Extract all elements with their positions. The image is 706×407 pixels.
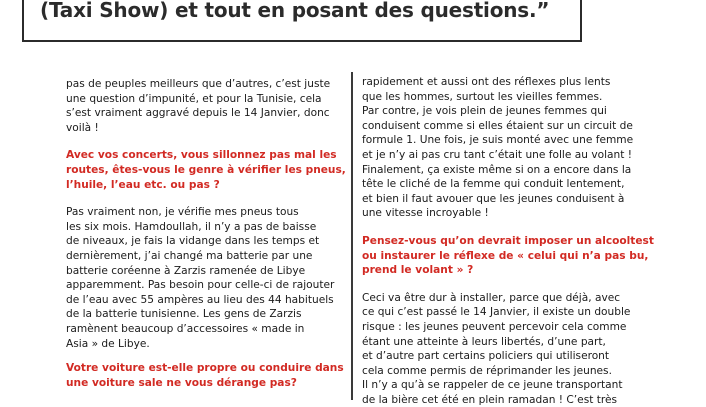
- question-line: routes, êtes-vous le genre à vérifier les pneus,: [66, 163, 346, 176]
- question-line: prend le volant » ?: [362, 264, 474, 277]
- text-line: batterie coréenne à Zarzis ramenée de Libye: [66, 264, 306, 277]
- text-line: ramènent beaucoup d’accessoires « made in: [66, 322, 305, 335]
- question-line: Votre voiture est-elle propre ou conduire dans: [66, 362, 344, 375]
- text-line: et je n’y ai pas cru tant c’était une folle au volant !: [362, 148, 632, 161]
- question-line: ou instaurer le réflexe de « celui qui n’a pas bu,: [362, 249, 649, 262]
- text-line: voilà !: [66, 121, 99, 134]
- text-line: tête le cliché de la femme qui conduit lentement,: [362, 178, 625, 191]
- text-line: ce qui c’est passé le 14 Janvier, il existe un double: [362, 306, 631, 319]
- question-line: une voiture sale ne vous dérange pas?: [66, 376, 297, 389]
- text-line: pas de peuples meilleurs que d’autres, c’est juste: [66, 78, 331, 90]
- text-line: risque : les jeunes peuvent percevoir cela comme: [362, 320, 627, 333]
- text-line: une vitesse incroyable !: [362, 207, 489, 220]
- text-line: apparemment. Pas besoin pour celle-ci de rajouter: [66, 279, 335, 292]
- text-line: conduisent comme si elles étaient sur un circuit de: [362, 119, 633, 132]
- interview-question-3: [362, 234, 652, 278]
- text-line: formule 1. Une fois, je suis monté avec une femme: [362, 134, 634, 147]
- interview-question-2: [66, 361, 348, 390]
- text-line: cela comme permis de réprimander les jeunes.: [362, 364, 612, 377]
- text-line: Pas vraiment non, je vérifie mes pneus tous: [66, 206, 299, 219]
- text-line: s’est vraiment aggravé depuis le 14 Janvier, donc: [66, 107, 330, 120]
- text-line: Asia » de Libye.: [66, 337, 150, 350]
- answer-paragraph-4: [362, 291, 652, 407]
- text-line: étant une atteinte à leurs libertés, d’une part,: [362, 335, 606, 348]
- answer-paragraph-1: [66, 77, 348, 135]
- text-line: une question d’impunité, et pour la Tunisie, cela: [66, 92, 322, 105]
- text-line: Par contre, je vois plein de jeunes femmes qui: [362, 105, 607, 118]
- question-line: Pensez-vous qu’on devrait imposer un alcooltest: [362, 234, 654, 247]
- answer-paragraph-3: [362, 75, 652, 221]
- text-line: et bien il faut avouer que les jeunes conduisent à: [362, 192, 625, 205]
- text-line: de la bière cet été en plein ramadan ! C’est très: [362, 393, 618, 406]
- right-column: [362, 75, 652, 407]
- interview-question-1: [66, 148, 348, 192]
- text-line: dernièrement, j’ai changé ma batterie par une: [66, 249, 313, 262]
- text-line: Il n’y a qu’à se rappeler de ce jeune transportant: [362, 379, 623, 392]
- text-line: que les hommes, surtout les vieilles femmes.: [362, 90, 603, 103]
- text-line: et d’autre part certains policiers qui utiliseront: [362, 350, 610, 363]
- text-line: Finalement, ça existe même si on a encore dans la: [362, 163, 632, 176]
- left-column: [66, 77, 348, 390]
- text-line: de niveaux, je fais la vidange dans les temps et: [66, 235, 320, 248]
- text-line: rapidement et aussi ont des réflexes plus lents: [362, 76, 611, 88]
- question-line: l’huile, l’eau etc. ou pas ?: [66, 178, 220, 191]
- text-line: Ceci va être dur à installer, parce que déjà, avec: [362, 291, 621, 304]
- question-line: Avec vos concerts, vous sillonnez pas mal les: [66, 149, 337, 162]
- text-line: de la batterie tunisienne. Les gens de Zarzis: [66, 308, 302, 321]
- answer-paragraph-2: [66, 205, 348, 351]
- column-divider: [351, 72, 353, 400]
- pull-quote-text: (Taxi Show) et tout en posant des questions.”: [40, 0, 550, 22]
- text-line: de l’eau avec 55 ampères au lieu des 44 habituels: [66, 293, 334, 306]
- text-line: les six mois. Hamdoullah, il n’y a pas de baisse: [66, 220, 317, 233]
- pull-quote-banner: [22, 0, 582, 42]
